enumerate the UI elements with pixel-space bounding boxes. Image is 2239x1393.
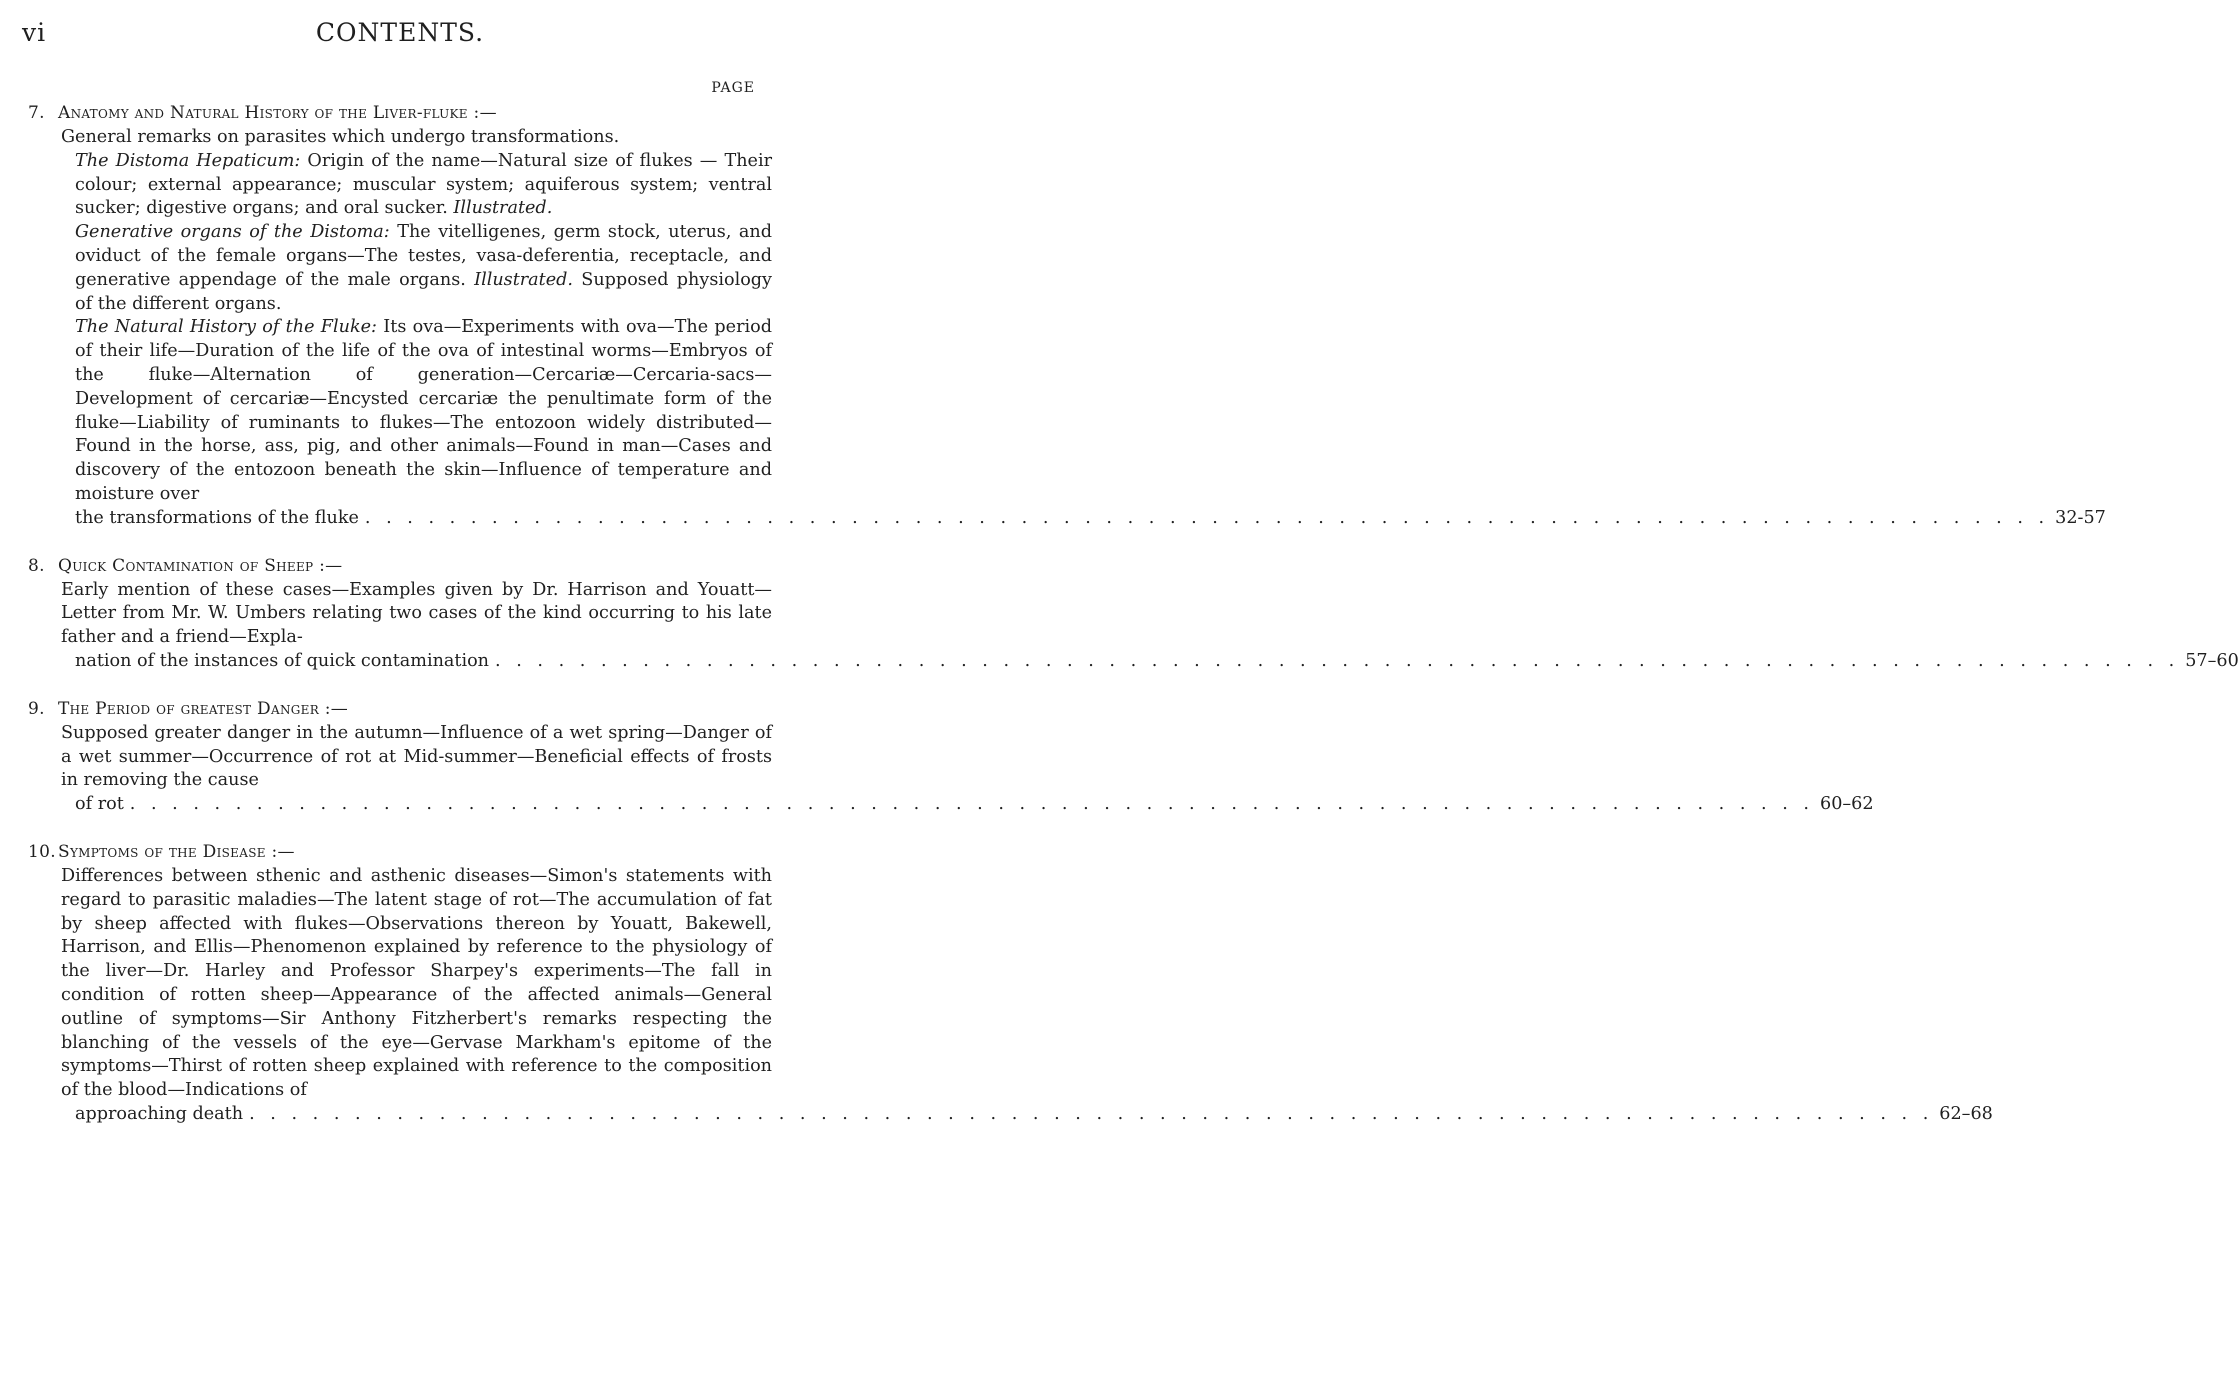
entry-title: Quick Contamination of Sheep :— — [58, 555, 343, 576]
contents-entry — [28, 839, 1993, 1127]
paragraph-segment: Illustrated. — [453, 198, 553, 219]
running-header — [22, 18, 778, 52]
entry-paragraph — [75, 316, 772, 506]
dot-leader: . . . . . . . . . . . . . . . . . . . . . . . . . . . . . . . . . . . . . . . . . . . . . . . . . . . . . . . . . . . . . . . . . . . . . . . . . . . . . . . . — [249, 1103, 1934, 1124]
paragraph-segment: The Distoma Hepaticum: — [75, 150, 301, 171]
entry-number: 10. — [28, 841, 56, 862]
entry-heading — [28, 696, 772, 722]
page-number: vi — [22, 18, 47, 47]
entry-number: 9. — [28, 698, 45, 719]
entry-paragraph — [61, 722, 772, 793]
entry-paragraph — [75, 150, 772, 221]
contents-entry — [28, 553, 2239, 674]
entry-body — [61, 579, 2239, 674]
entry-title: The Period of greatest Danger :— — [58, 698, 349, 719]
entry-heading — [28, 839, 772, 865]
paragraph-segment: Origin of the name—Natural size of flukes — Their colour; external appearance; muscular system; aquiferous system; ventral sucker; digestive organs; and oral sucker. — [75, 150, 772, 219]
entry-number: 7. — [28, 103, 45, 123]
entry-final-text: the transformations of the fluke — [75, 507, 359, 528]
entry-number: 8. — [28, 555, 45, 576]
entry-final-line — [75, 1103, 1993, 1127]
entry-final-text: approaching death — [75, 1103, 244, 1124]
entry-title: Symptoms of the Disease :— — [58, 841, 295, 862]
entry-heading — [28, 553, 772, 579]
entry-final-text: nation of the instances of quick contamination — [75, 650, 490, 671]
paragraph-segment: General remarks on parasites which undergo transformations. — [61, 127, 620, 147]
paragraph-segment: Early mention of these cases—Examples given by Dr. Harrison and Youatt—Letter from Mr. W. Umbers relating two cases of the kind occurring to his late father and a friend—Expla- — [61, 579, 772, 648]
page-title: CONTENTS. — [315, 18, 485, 47]
entry-paragraph — [61, 126, 772, 150]
entry-heading — [28, 100, 772, 126]
entry-title: Anatomy and Natural History of the Liver-fluke :— — [58, 103, 497, 123]
entry-body — [61, 126, 2106, 531]
contents-entry — [28, 100, 2106, 531]
paragraph-segment: Illustrated. — [474, 269, 573, 290]
entry-final-line — [75, 507, 2106, 531]
paragraph-segment: Its ova—Experiments with ova—The period of their life—Duration of the life of the ova of intestinal worms—Embryos of the fluke—Alternation of generation—Cercariæ—Cercaria-sacs—Development of cercariæ—Encysted cercariæ the penultimate form of the fluke—Liability of ruminants to flukes—The entozoon widely distributed—Found in the horse, ass, pig, and other animals—Found in man—Cases and discovery of the entozoon beneath the skin—Influence of temperature and moisture over — [75, 317, 772, 504]
entry-body — [61, 722, 1874, 817]
entry-page-range: 32-57 — [2055, 507, 2106, 528]
dot-leader: . . . . . . . . . . . . . . . . . . . . . . . . . . . . . . . . . . . . . . . . . . . . . . . . . . . . . . . . . . . . . . . . . . . . . . . . . . . . . . . . — [495, 650, 2180, 671]
contents-entry — [28, 696, 1874, 817]
entry-page-range: 62–68 — [1939, 1103, 1993, 1124]
entry-body — [61, 865, 1993, 1127]
paragraph-segment: Differences between sthenic and asthenic diseases—Simon's statements with regard to parasitic maladies—The latent stage of rot—The accumulation of fat by sheep affected with flukes—Observations thereon by Youatt, Bakewell, Harrison, and Ellis—Phenomenon explained by reference to the physiology of the liver—Dr. Harley and Professor Sharpey's experiments—The fall in condition of rotten sheep—Appearance of the affected animals—General outline of symptoms—Sir Anthony Fitzherbert's remarks respecting the blanching of the vessels of the eye—Gervase Markham's epitome of the symptoms—Thirst of rotten sheep explained with reference to the composition of the blood—Indications of — [61, 865, 772, 1101]
entry-final-line — [75, 793, 1874, 817]
entry-final-text: of rot — [75, 794, 124, 815]
entry-paragraph — [61, 579, 772, 650]
paragraph-segment: The Natural History of the Fluke: — [75, 317, 377, 338]
dot-leader: . . . . . . . . . . . . . . . . . . . . . . . . . . . . . . . . . . . . . . . . . . . . . . . . . . . . . . . . . . . . . . . . . . . . . . . . . . . . . . . . — [364, 507, 2050, 528]
entry-paragraph — [75, 221, 772, 316]
contents-list — [28, 100, 2239, 1149]
page-column-label: PAGE — [711, 80, 755, 96]
paragraph-segment: Generative organs of the Distoma: — [75, 222, 390, 243]
entry-page-range: 57–60 — [2185, 650, 2239, 671]
entry-paragraph — [61, 865, 772, 1103]
entry-page-range: 60–62 — [1820, 794, 1874, 815]
paragraph-segment: Supposed greater danger in the autumn—Influence of a wet spring—Danger of a wet summer—Occurrence of rot at Mid-summer—Beneficial effects of frosts in removing the cause — [61, 722, 772, 791]
paragraph-segment: The vitelligenes, germ stock, uterus, and oviduct of the female organs—The testes, vasa-deferentia, receptacle, and generative appendage of the male organs. — [75, 222, 772, 290]
entry-final-line — [75, 650, 2239, 674]
dot-leader: . . . . . . . . . . . . . . . . . . . . . . . . . . . . . . . . . . . . . . . . . . . . . . . . . . . . . . . . . . . . . . . . . . . . . . . . . . . . . . . . — [129, 794, 1814, 815]
paragraph-segment: Supposed physiology of the different organs. — [75, 269, 772, 314]
